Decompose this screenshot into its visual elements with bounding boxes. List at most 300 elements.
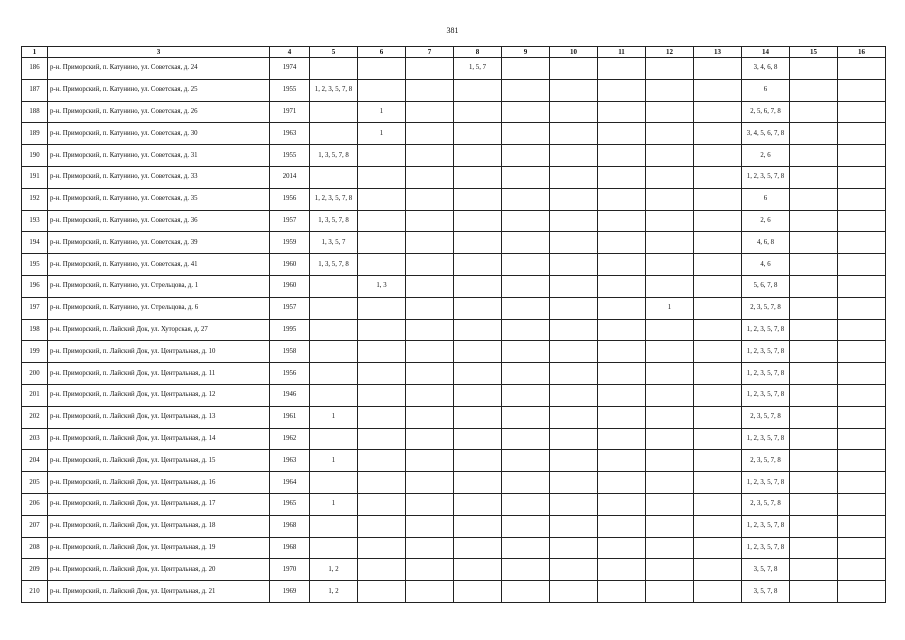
table-cell [454,232,502,254]
table-cell [646,232,694,254]
column-header: 5 [310,47,358,58]
table-cell [454,581,502,603]
table-cell [694,472,742,494]
table-row [22,319,886,341]
table-cell [838,319,886,341]
table-cell [502,101,550,123]
table-cell [694,363,742,385]
table-cell: 1, 2, 3, 5, 7, 8 [742,428,790,450]
table-cell [838,493,886,515]
table-cell [310,428,358,450]
address-cell: р-н. Приморский, п. Катунино, ул. Советская, д. 36 [48,210,270,232]
table-cell [406,166,454,188]
table-header-row [22,47,886,58]
table-cell [550,275,598,297]
table-cell [502,450,550,472]
table-cell: 1960 [270,275,310,297]
table-cell: 196 [22,275,48,297]
table-cell [790,297,838,319]
table-cell [550,537,598,559]
table-cell [646,537,694,559]
table-cell [406,297,454,319]
table-cell [646,493,694,515]
table-cell: 1, 2, 3, 5, 7, 8 [310,188,358,210]
table-body [22,58,886,603]
table-cell: 3, 5, 7, 8 [742,559,790,581]
table-cell [358,58,406,80]
table-cell [694,101,742,123]
table-row [22,384,886,406]
table-cell: 1, 2 [310,559,358,581]
table-cell [550,559,598,581]
table-cell [550,145,598,167]
table-cell [790,58,838,80]
column-header: 8 [454,47,502,58]
table-cell: 1, 2, 3, 5, 7, 8 [310,79,358,101]
table-cell: 210 [22,581,48,603]
table-cell [598,406,646,428]
table-row [22,210,886,232]
table-cell [838,384,886,406]
table-cell: 1, 3 [358,275,406,297]
column-header: 9 [502,47,550,58]
table-cell [838,515,886,537]
address-cell: р-н. Приморский, п. Лайский Док, ул. Центральная, д. 14 [48,428,270,450]
table-cell [550,58,598,80]
table-cell [838,79,886,101]
table-cell [502,210,550,232]
table-cell [550,166,598,188]
table-cell: 194 [22,232,48,254]
data-table [21,46,886,603]
table-cell [838,428,886,450]
table-cell [310,275,358,297]
table-row [22,275,886,297]
table-cell [694,232,742,254]
table-row [22,145,886,167]
address-cell: р-н. Приморский, п. Катунино, ул. Стрельцова, д. 6 [48,297,270,319]
table-cell [646,123,694,145]
table-cell [502,58,550,80]
table-cell [550,101,598,123]
table-cell [454,341,502,363]
table-cell [550,384,598,406]
address-cell: р-н. Приморский, п. Катунино, ул. Советская, д. 39 [48,232,270,254]
table-cell [550,581,598,603]
table-cell: 1, 2, 3, 5, 7, 8 [742,384,790,406]
column-header: 10 [550,47,598,58]
table-cell [454,428,502,450]
table-cell: 2, 6 [742,210,790,232]
table-cell: 3, 5, 7, 8 [742,581,790,603]
table-cell: 1958 [270,341,310,363]
table-cell: 1974 [270,58,310,80]
table-cell [838,58,886,80]
table-cell [694,188,742,210]
table-cell [790,254,838,276]
table-cell [598,450,646,472]
address-cell: р-н. Приморский, п. Лайский Док, ул. Центральная, д. 13 [48,406,270,428]
table-cell [646,363,694,385]
table-cell [502,275,550,297]
table-cell [550,406,598,428]
column-header: 14 [742,47,790,58]
table-cell [358,493,406,515]
table-cell [694,166,742,188]
table-row [22,232,886,254]
table-cell [646,384,694,406]
table-cell [454,406,502,428]
address-cell: р-н. Приморский, п. Катунино, ул. Советская, д. 31 [48,145,270,167]
table-cell: 1962 [270,428,310,450]
table-cell [550,472,598,494]
table-cell [406,101,454,123]
table-cell [502,232,550,254]
table-cell: 204 [22,450,48,472]
table-cell [406,537,454,559]
address-cell: р-н. Приморский, п. Лайский Док, ул. Центральная, д. 18 [48,515,270,537]
table-cell [694,428,742,450]
table-cell [406,406,454,428]
table-cell [406,581,454,603]
table-cell [550,450,598,472]
table-cell [598,232,646,254]
table-cell [598,581,646,603]
table-cell [694,384,742,406]
table-cell [358,428,406,450]
table-cell [598,319,646,341]
table-cell [646,79,694,101]
table-cell [646,428,694,450]
table-cell: 195 [22,254,48,276]
address-cell: р-н. Приморский, п. Лайский Док, ул. Центральная, д. 11 [48,363,270,385]
table-cell [502,123,550,145]
table-cell: 190 [22,145,48,167]
table-cell: 202 [22,406,48,428]
table-cell [454,101,502,123]
table-cell [358,515,406,537]
table-cell [502,384,550,406]
table-cell [646,101,694,123]
table-cell [598,515,646,537]
table-cell [790,210,838,232]
table-cell [358,472,406,494]
table-cell: 209 [22,559,48,581]
table-cell [694,581,742,603]
table-cell [646,406,694,428]
table-cell [838,406,886,428]
table-cell [502,559,550,581]
table-cell [550,363,598,385]
table-cell: 5, 6, 7, 8 [742,275,790,297]
table-cell [358,341,406,363]
table-cell: 1968 [270,537,310,559]
address-cell: р-н. Приморский, п. Лайский Док, ул. Центральная, д. 10 [48,341,270,363]
table-cell [694,145,742,167]
table-cell [598,166,646,188]
table-cell [358,384,406,406]
table-cell [790,363,838,385]
table-cell [358,363,406,385]
table-cell [694,254,742,276]
table-cell [454,493,502,515]
table-cell: 2, 5, 6, 7, 8 [742,101,790,123]
table-cell [646,145,694,167]
table-cell: 4, 6, 8 [742,232,790,254]
table-cell [598,275,646,297]
table-cell [502,515,550,537]
table-cell [358,188,406,210]
column-header: 7 [406,47,454,58]
table-cell [454,450,502,472]
table-cell [454,559,502,581]
table-cell [838,123,886,145]
table-cell [838,363,886,385]
table-cell [838,472,886,494]
table-cell [598,58,646,80]
table-cell [598,559,646,581]
address-cell: р-н. Приморский, п. Лайский Док, ул. Центральная, д. 17 [48,493,270,515]
address-cell: р-н. Приморский, п. Лайский Док, ул. Центральная, д. 19 [48,537,270,559]
table-cell [502,254,550,276]
table-cell [550,232,598,254]
table-cell [502,493,550,515]
table-cell [598,123,646,145]
table-cell: 1, 5, 7 [454,58,502,80]
table-cell [598,493,646,515]
table-cell: 189 [22,123,48,145]
table-cell: 1969 [270,581,310,603]
table-cell: 1960 [270,254,310,276]
table-cell [358,254,406,276]
table-cell [406,254,454,276]
table-cell [838,210,886,232]
table-row [22,515,886,537]
table-cell [694,297,742,319]
table-cell: 1, 2, 3, 5, 7, 8 [742,166,790,188]
table-cell [790,450,838,472]
table-cell [598,297,646,319]
table-cell [598,472,646,494]
table-cell [502,537,550,559]
table-cell: 188 [22,101,48,123]
table-cell [454,188,502,210]
address-cell: р-н. Приморский, п. Катунино, ул. Советская, д. 25 [48,79,270,101]
table-cell [838,254,886,276]
table-cell [646,559,694,581]
table-cell [310,297,358,319]
table-cell: 201 [22,384,48,406]
table-row [22,58,886,80]
table-row [22,537,886,559]
table-row [22,341,886,363]
table-cell [406,515,454,537]
table-cell [502,341,550,363]
table-cell [790,581,838,603]
table-cell [646,166,694,188]
table-cell [598,428,646,450]
table-cell [406,472,454,494]
table-cell: 3, 4, 6, 8 [742,58,790,80]
table-cell [358,210,406,232]
table-cell [790,559,838,581]
table-cell: 1956 [270,363,310,385]
address-cell: р-н. Приморский, п. Лайский Док, ул. Центральная, д. 21 [48,581,270,603]
table-cell: 6 [742,79,790,101]
table-cell [550,297,598,319]
table-cell [598,79,646,101]
table-cell [646,515,694,537]
table-cell: 186 [22,58,48,80]
table-cell [550,493,598,515]
table-cell [502,166,550,188]
table-cell [454,472,502,494]
table-cell: 1968 [270,515,310,537]
table-cell [310,166,358,188]
table-cell [454,297,502,319]
column-header: 15 [790,47,838,58]
table-cell [838,101,886,123]
address-cell: р-н. Приморский, п. Катунино, ул. Советская, д. 26 [48,101,270,123]
table-cell [502,363,550,385]
table-cell: 3, 4, 5, 6, 7, 8 [742,123,790,145]
table-cell [790,406,838,428]
table-cell: 199 [22,341,48,363]
table-cell [406,232,454,254]
table-cell [310,515,358,537]
table-cell [790,493,838,515]
table-cell [310,384,358,406]
table-cell [790,123,838,145]
table-cell: 1956 [270,188,310,210]
table-cell [406,58,454,80]
table-cell: 205 [22,472,48,494]
table-cell: 6 [742,188,790,210]
table-cell [694,537,742,559]
column-header: 3 [48,47,270,58]
table-cell: 1, 2, 3, 5, 7, 8 [742,341,790,363]
table-cell [358,450,406,472]
table-cell [358,297,406,319]
table-row [22,188,886,210]
table-cell [454,254,502,276]
table-cell: 1995 [270,319,310,341]
table-cell [550,319,598,341]
table-cell [694,319,742,341]
table-cell [454,166,502,188]
table-cell [694,406,742,428]
page-number: 381 [446,26,459,35]
table-cell: 203 [22,428,48,450]
column-header: 11 [598,47,646,58]
table-cell [790,275,838,297]
table-row [22,79,886,101]
table-cell [406,450,454,472]
table-cell [598,363,646,385]
table-cell: 1964 [270,472,310,494]
table-cell: 1957 [270,297,310,319]
table-cell [406,275,454,297]
table-cell [358,232,406,254]
table-cell [694,58,742,80]
table-cell [454,123,502,145]
table-cell [790,166,838,188]
table-cell [790,232,838,254]
table-cell [358,581,406,603]
table-cell: 2, 3, 5, 7, 8 [742,297,790,319]
table-cell: 206 [22,493,48,515]
table-cell: 1955 [270,79,310,101]
table-cell [646,188,694,210]
table-cell [550,210,598,232]
table-row [22,493,886,515]
table-cell: 1 [358,123,406,145]
table-cell [646,254,694,276]
table-cell: 1957 [270,210,310,232]
table-cell [358,166,406,188]
address-cell: р-н. Приморский, п. Катунино, ул. Советская, д. 33 [48,166,270,188]
address-cell: р-н. Приморский, п. Катунино, ул. Советская, д. 24 [48,58,270,80]
table-cell [790,515,838,537]
table-row [22,123,886,145]
column-header: 12 [646,47,694,58]
address-cell: р-н. Приморский, п. Лайский Док, ул. Центральная, д. 12 [48,384,270,406]
table-cell [454,384,502,406]
table-cell [646,472,694,494]
table-cell [550,254,598,276]
table-cell [694,493,742,515]
table-cell [358,537,406,559]
table-cell [454,145,502,167]
table-cell [790,428,838,450]
table-cell [454,537,502,559]
table-row [22,363,886,385]
table-cell: 193 [22,210,48,232]
table-cell [550,341,598,363]
table-cell [790,341,838,363]
table-row [22,406,886,428]
table-cell: 1961 [270,406,310,428]
table-cell [694,275,742,297]
table-cell [454,275,502,297]
address-cell: р-н. Приморский, п. Катунино, ул. Стрельцова, д. 1 [48,275,270,297]
table-row [22,254,886,276]
table-row [22,166,886,188]
table-cell: 200 [22,363,48,385]
table-cell [694,450,742,472]
table-cell [598,210,646,232]
table-cell [310,123,358,145]
table-cell [406,123,454,145]
address-cell: р-н. Приморский, п. Катунино, ул. Советская, д. 41 [48,254,270,276]
table-cell: 1, 2, 3, 5, 7, 8 [742,319,790,341]
table-cell: 1 [358,101,406,123]
table-cell: 1955 [270,145,310,167]
table-cell [694,79,742,101]
table-cell: 1, 3, 5, 7 [310,232,358,254]
table-cell [838,537,886,559]
table-cell [310,319,358,341]
table-cell [550,79,598,101]
table-cell [694,515,742,537]
table-cell [310,363,358,385]
table-cell [406,319,454,341]
table-cell [598,537,646,559]
address-cell: р-н. Приморский, п. Катунино, ул. Советская, д. 35 [48,188,270,210]
table-cell [358,406,406,428]
table-cell: 4, 6 [742,254,790,276]
table-cell [454,210,502,232]
